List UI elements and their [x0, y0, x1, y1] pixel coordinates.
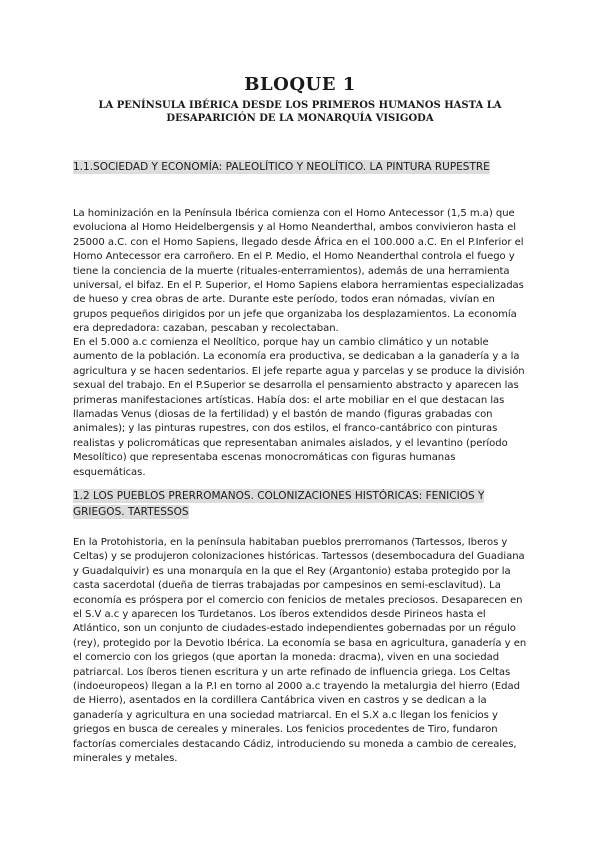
section-1-1-paragraph-2: En el 5.000 a.c comienza el Neolítico, porque hay un cambio climático y un notable aumento de la población. La economía era productiva, se dedicaban a la ganadería y a la agricultura y se hacen sedentarios. El jefe reparte agua y parcelas y se produce la división sexual del trabajo. En el P.Superior se desarrolla el pensamiento abstracto y aparecen las primeras manifestaciones artísticas. Había dos: el arte mobiliar en el que destacan las llamadas Venus (diosas de la fertilidad) y el bastón de mando (figuras grabadas con animales); y las pinturas rupestres, con dos estilos, el franco-cantábrico con pinturas realistas y policromáticas que representaban animales aislados, y el levantino (período Mesolítico) que representaba escenas monocromáticas con figuras humanas esquemáticas.	[73, 337, 525, 478]
section-heading-1-1	[73, 159, 528, 175]
section-heading-text: 1.1.SOCIEDAD Y ECONOMÍA: PALEOLÍTICO Y NEOLÍTICO. LA PINTURA RUPESTRE	[73, 161, 490, 173]
section-1-1-paragraph-1: La hominización en la Península Ibérica comienza con el Homo Antecessor (1,5 m.a) que evoluciona al Homo Heidelbergensis y al Homo Neanderthal, ambos convivieron hasta el 25000 a.C. con el Homo Sapiens, llegado desde África en el 100.000 a.C. En el P.Inferior el Homo Antecessor era carroñero. En el P. Medio, el Homo Neanderthal controla el fuego y tiene la conciencia de la muerte (rituales-enterramientos), además de una herramienta universal, el bifaz. En el P. Superior, el Homo Sapiens elabora herramientas especializadas de hueso y crea obras de arte. Durante este período, todos eran nómadas, vivían en grupos pequeños dirigidos por un jefe que organizaba los desplazamientos. La economía era depredadora: cazaban, pescaban y recolectaban.	[73, 208, 524, 335]
section-heading-text: 1.2 LOS PUEBLOS PRERROMANOS. COLONIZACIONES HISTÓRICAS: FENICIOS Y GRIEGOS. TARTESSOS	[73, 490, 485, 518]
section-1-2-paragraph-1: En la Protohistoria, en la península habitaban pueblos prerromanos (Tartessos, Iberos y Celtas) y se produjeron colonizaciones históricas. Tartessos (desembocadura del Guadiana y Guadalquivir) es una monarquía en la que el Rey (Argantonio) estaba protegido por la casta sacerdotal (dueña de tierras trabajadas por campesinos en semi-esclavitud). La economía es próspera por el comercio con fenicios de metales preciosos. Desaparecen en el S.V a.c y aparecen los Turdetanos. Los íberos extendidos desde Pirineos hasta el Atlántico, son un conjunto de ciudades-estado independientes gobernadas por un régulo (rey), protegido por la Devotio Ibérica. La economía se basa en agricultura, ganadería y en el comercio con los griegos (que aportan la moneda: dracma), viven en una sociedad patriarcal. Los íberos tienen escritura y un arte refinado de influencia griega. Los Celtas (indoeuropeos) llegan a la P.I en torno al 2000 a.c trayendo la metalurgia del hierro (Edad de Hierro), asentados en la cordillera Cantábrica viven en castros y se dedican a la ganadería y agricultura en una sociedad matriarcal. En el S.X a.c llegan los fenicios y griegos en busca de cereales y minerales. Los fenicios procedentes de Tiro, fundaron factorías comerciales destacando Cádiz, introduciendo su moneda a cambio de cereales, minerales y metales.	[73, 537, 527, 765]
section-heading-1-2	[73, 488, 528, 520]
document-title: BLOQUE 1	[244, 74, 356, 95]
document-subtitle: LA PENÍNSULA IBÉRICA DESDE LOS PRIMEROS HUMANOS HASTA LA DESAPARICIÓN DE LA MONARQUÍA VISIGODA	[98, 100, 502, 124]
